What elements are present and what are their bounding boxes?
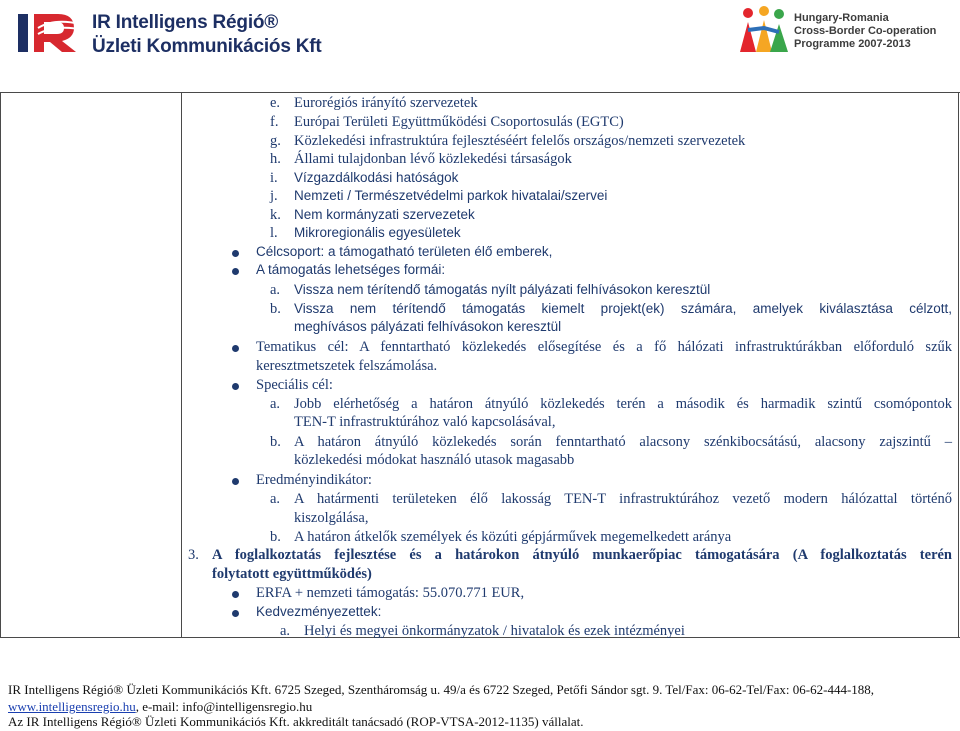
- bullet-icon: [232, 478, 239, 485]
- list-item: Mikroregionális egyesületek: [294, 225, 461, 240]
- specific-goal-heading: Speciális cél:: [256, 377, 333, 393]
- list-item: A határmenti területeken élő lakosság TEN-T infrastruktúrához vezető modern hálózattal történő: [294, 491, 952, 507]
- thematic-goal-continued: keresztmetszetek felszámolása.: [256, 358, 438, 374]
- programme-line-1: Hungary-Romania: [794, 12, 889, 24]
- item-marker: k.: [270, 207, 281, 223]
- list-item: Vissza nem térítendő támogatás kiemelt projekt(ek) számára, amelyek kiválasztása célzott,: [294, 301, 952, 316]
- support-forms-heading: A támogatás lehetséges formái:: [256, 262, 446, 277]
- list-item-continued: közlekedési módokat használó utasok magasabb: [294, 452, 575, 468]
- item-marker: b.: [270, 434, 281, 450]
- item-marker: i.: [270, 170, 278, 186]
- bullet-icon: [232, 345, 239, 352]
- logo-line-2: Üzleti Kommunikációs Kft: [92, 36, 322, 57]
- list-item-continued: meghívásos pályázati felhívásokon keresztül: [294, 319, 562, 334]
- list-item: Nem kormányzati szervezetek: [294, 207, 475, 222]
- bullet-icon: [232, 591, 239, 598]
- list-item: A határon átkelők személyek és közúti gépjárművek megemelkedett aránya: [294, 529, 732, 545]
- list-item: Állami tulajdonban lévő közlekedési társaságok: [294, 151, 572, 167]
- result-indicator-heading: Eredményindikátor:: [256, 472, 372, 488]
- ir-logo-mark-icon: [14, 8, 90, 56]
- list-item: Helyi és megyei önkormányzatok / hivatalok és ezek intézményei: [304, 623, 685, 639]
- list-item: Közlekedési infrastruktúra fejlesztéséért felelős országos/nemzeti szervezetek: [294, 133, 746, 149]
- item-marker: a.: [280, 623, 291, 639]
- item-marker: f.: [270, 114, 279, 130]
- list-item: Vissza nem térítendő támogatás nyílt pályázati felhívásokon keresztül: [294, 282, 711, 297]
- bullet-icon: [232, 383, 239, 390]
- hu-ro-programme-logo: [734, 4, 954, 56]
- section-3-title: A foglalkoztatás fejlesztése és a határokon átnyúló munkaerőpiac támogatására (A foglalkoztatás terén: [212, 547, 952, 563]
- logo-line-1: IR Intelligens Régió®: [92, 12, 279, 33]
- programme-line-3: Programme 2007-2013: [794, 38, 911, 50]
- list-item: Nemzeti / Természetvédelmi parkok hivatalai/szervei: [294, 188, 608, 203]
- bullet-icon: [232, 610, 239, 617]
- footer-address: IR Intelligens Régió® Üzleti Kommunikációs Kft. 6725 Szeged, Szentháromság u. 49/a és 6722 Szeged, Petőfi Sándor sgt. 9. Tel/Fax: 06-62-Tel/Fax: 06-62-444-188,: [8, 682, 875, 697]
- item-marker: h.: [270, 151, 281, 167]
- cross-border-figures-icon: [734, 4, 790, 56]
- list-item: Eurorégiós irányító szervezetek: [294, 95, 478, 111]
- list-item: A határon átnyúló közlekedés során fenntartható alacsony szénkibocsátású, alacsony zajszintű –: [294, 434, 952, 450]
- item-marker: j.: [270, 188, 278, 204]
- list-item: Vízgazdálkodási hatóságok: [294, 170, 459, 185]
- section-3-title-continued: folytatott együttműködés): [212, 566, 372, 582]
- programme-line-2: Cross-Border Co-operation: [794, 25, 937, 37]
- funding-line: ERFA + nemzeti támogatás: 55.070.771 EUR,: [256, 585, 525, 601]
- item-marker: g.: [270, 133, 281, 149]
- thematic-goal: Tematikus cél: A fenntartható közlekedés elősegítése és a fő hálózati infrastruktúrákban előforduló szűk: [256, 339, 952, 355]
- target-group: Célcsoport: a támogatható területen élő emberek,: [256, 244, 553, 259]
- item-marker: a.: [270, 491, 281, 507]
- bullet-icon: [232, 268, 239, 275]
- item-marker: e.: [270, 95, 281, 111]
- item-marker: l.: [270, 225, 278, 241]
- item-marker: a.: [270, 396, 281, 412]
- beneficiaries-heading: Kedvezményezettek:: [256, 604, 382, 619]
- footer-contact: [8, 699, 312, 715]
- item-marker: b.: [270, 301, 281, 317]
- item-marker: b.: [270, 529, 281, 545]
- table-right-border: [958, 93, 959, 637]
- website-link[interactable]: www.intelligensregio.hu: [8, 699, 136, 714]
- section-number: 3.: [188, 547, 199, 563]
- list-item: Európai Területi Együttműködési Csoportosulás (EGTC): [294, 114, 624, 130]
- ir-logo: [14, 8, 322, 57]
- list-item-continued: kiszolgálása,: [294, 510, 369, 526]
- footer-accreditation: Az IR Intelligens Régió® Üzleti Kommunikációs Kft. akkreditált tanácsadó (ROP-VTSA-2012-1135) vállalat.: [8, 714, 584, 729]
- list-item: Jobb elérhetőség a határon átnyúló közlekedés terén a második és harmadik szintű csomópontok: [294, 396, 952, 412]
- list-item-continued: TEN-T infrastruktúrához való kapcsolásával,: [294, 414, 556, 430]
- bullet-icon: [232, 250, 239, 257]
- table-left-column: [0, 93, 182, 637]
- item-marker: a.: [270, 282, 281, 298]
- footer-email: , e-mail: info@intelligensregio.hu: [135, 699, 313, 714]
